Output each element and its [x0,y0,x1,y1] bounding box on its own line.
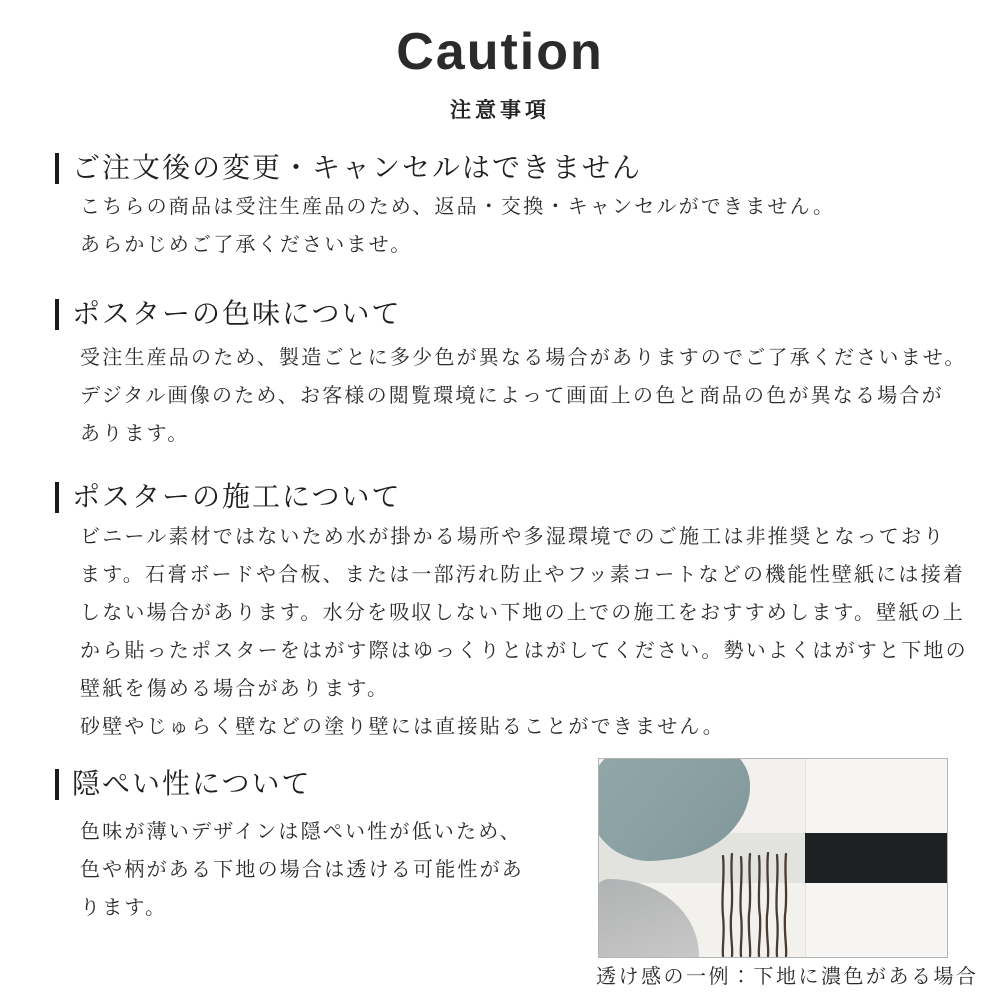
body-text-line: ビニール素材ではないため水が掛かる場所や多湿環境でのご施工は非推奨となっており [80,526,946,548]
body-text-line: 色味が薄いデザインは隠ぺい性が低いため、 [80,821,522,843]
body-text-line: 色や柄がある下地の場合は透ける可能性があ [80,859,524,881]
section-heading-row [55,151,642,185]
body-text-line: ります。 [80,897,168,919]
section-heading-row [55,297,401,331]
section-body [80,339,967,453]
heading-accent-bar [55,769,59,800]
body-text-line: デジタル画像のため、お客様の閲覧環境によって画面上の色と商品の色が異なる場合が [80,385,944,407]
vertical-sticks-artwork [719,852,791,957]
heading-accent-bar [55,153,59,184]
section-body [80,813,524,927]
body-text-line: 受注生産品のため、製造ごとに多少色が異なる場合がありますのでご了承くださいませ。 [80,347,967,369]
heading-accent-bar [55,299,59,330]
body-text-line: 砂壁やじゅらく壁などの塗り壁には直接貼ることができません。 [80,716,725,738]
body-text-line: こちらの商品は受注生産品のため、返品・交換・キャンセルができません。 [80,196,836,218]
body-text-line: しない場合があります。水分を吸収しない下地の上での施工をおすすめします。壁紙の上 [80,602,965,624]
section-body [80,518,968,746]
section-heading-row [55,767,311,801]
body-text-line: あらかじめご了承くださいませ。 [80,234,413,256]
section-body [80,188,835,264]
image-caption: 透け感の一例：下地に濃色がある場合 [596,966,979,988]
page-title: Caution [396,23,604,81]
section-heading: ポスターの色味について [72,298,402,329]
section-heading: ポスターの施工について [72,481,402,512]
body-text-line: あります。 [80,423,190,445]
page-subtitle: 注意事項 [450,99,550,122]
section-heading-row [55,480,401,514]
body-text-line: から貼ったポスターをはがす際はゆっくりとはがしてください。勢いよくはがすと下地の [80,640,968,662]
section-heading: ご注文後の変更・キャンセルはできません [72,152,643,183]
section-heading: 隠ぺい性について [72,768,312,799]
dark-band-exposed [805,833,947,883]
body-text-line: ます。石膏ボードや合板、または一部汚れ防止やフッ素コートなどの機能性壁紙には接着 [80,564,965,586]
heading-accent-bar [55,482,59,513]
body-text-line: 壁紙を傷める場合があります。 [80,678,390,700]
show-through-example-image [598,758,948,958]
